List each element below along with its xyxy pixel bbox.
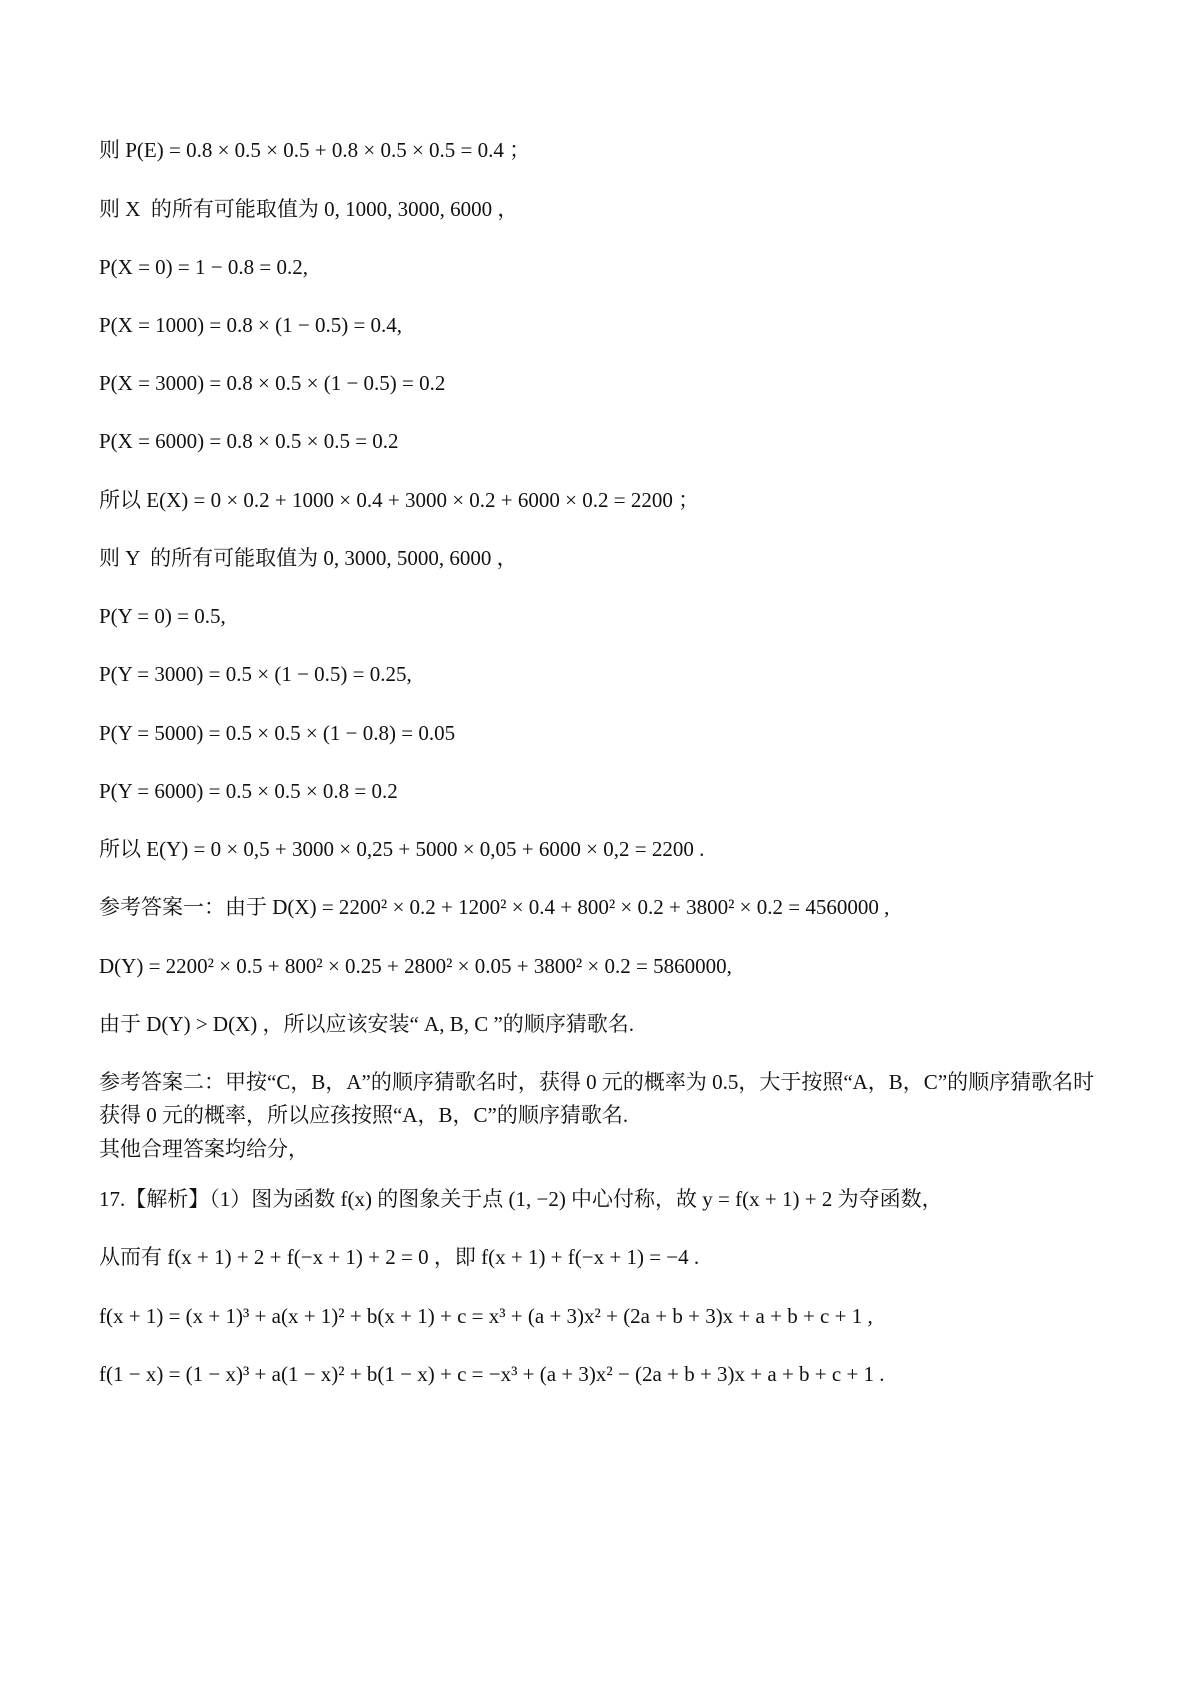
text-line-9: P(Y = 0) = 0.5, <box>99 604 226 628</box>
text-line-13: 所以 E(Y) = 0 × 0,5 + 3000 × 0,25 + 5000 × 0,05 + 6000 × 0,2 = 2200 . <box>99 837 705 861</box>
text-line-6: P(X = 6000) = 0.8 × 0.5 × 0.5 = 0.2 <box>99 429 399 453</box>
text-line-4: P(X = 1000) = 0.8 × (1 − 0.5) = 0.4, <box>99 313 403 337</box>
text-line-21: 从而有 f(x + 1) + 2 + f(−x + 1) + 2 = 0 ，即 f(x + 1) + f(−x + 1) = −4 . <box>99 1245 700 1269</box>
text-line-20: 17.【解析】（1）图为函数 f(x) 的图象关于点 (1, −2) 中心付称，故 y = f(x + 1) + 2 为夺函数， <box>99 1187 943 1211</box>
text-line-11: P(Y = 5000) = 0.5 × 0.5 × (1 − 0.8) = 0.05 <box>99 721 456 745</box>
text-line-16: 由于 D(Y) > D(X) ，所以应该安装“ A, B, C ”的顺序猜歌名. <box>99 1012 635 1036</box>
text-line-17: 参考答案二：甲按“C，B，A”的顺序猜歌名时，获得 0 元的概率为 0.5，大于按照“A，B，C”的顺序猜歌名时 <box>99 1070 1095 1094</box>
text-line-8: 则 Y 的所有可能取值为 0, 3000, 5000, 6000 ， <box>99 546 518 570</box>
text-line-14: 参考答案一：由于 D(X) = 2200² × 0.2 + 1200² × 0.4 + 800² × 0.2 + 3800² × 0.2 = 4560000 , <box>99 895 890 919</box>
text-line-18: 获得 0 元的概率，所以应孩按照“A，B，C”的顺序猜歌名. <box>99 1103 629 1127</box>
text-line-15: D(Y) = 2200² × 0.5 + 800² × 0.25 + 2800² × 0.05 + 3800² × 0.2 = 5860000, <box>99 954 732 978</box>
text-line-22: f(x + 1) = (x + 1)³ + a(x + 1)² + b(x + 1) + c = x³ + (a + 3)x² + (2a + b + 3)x + a + b + c + 1 , <box>99 1304 873 1328</box>
text-line-10: P(Y = 3000) = 0.5 × (1 − 0.5) = 0.25, <box>99 662 412 686</box>
text-line-1: 则 P(E) = 0.8 × 0.5 × 0.5 + 0.8 × 0.5 × 0.5 = 0.4 ； <box>99 138 531 162</box>
text-line-12: P(Y = 6000) = 0.5 × 0.5 × 0.8 = 0.2 <box>99 779 398 803</box>
text-line-7: 所以 E(X) = 0 × 0.2 + 1000 × 0.4 + 3000 × 0.2 + 6000 × 0.2 = 2200 ； <box>99 488 700 512</box>
text-line-19: 其他合理答案均给分， <box>99 1137 309 1161</box>
text-line-3: P(X = 0) = 1 − 0.8 = 0.2, <box>99 255 308 279</box>
text-line-2: 则 X 的所有可能取值为 0, 1000, 3000, 6000 ， <box>99 197 519 221</box>
text-line-5: P(X = 3000) = 0.8 × 0.5 × (1 − 0.5) = 0.2 <box>99 371 446 395</box>
text-line-23: f(1 − x) = (1 − x)³ + a(1 − x)² + b(1 − x) + c = −x³ + (a + 3)x² − (2a + b + 3)x + a + b + c + 1 . <box>99 1362 885 1386</box>
